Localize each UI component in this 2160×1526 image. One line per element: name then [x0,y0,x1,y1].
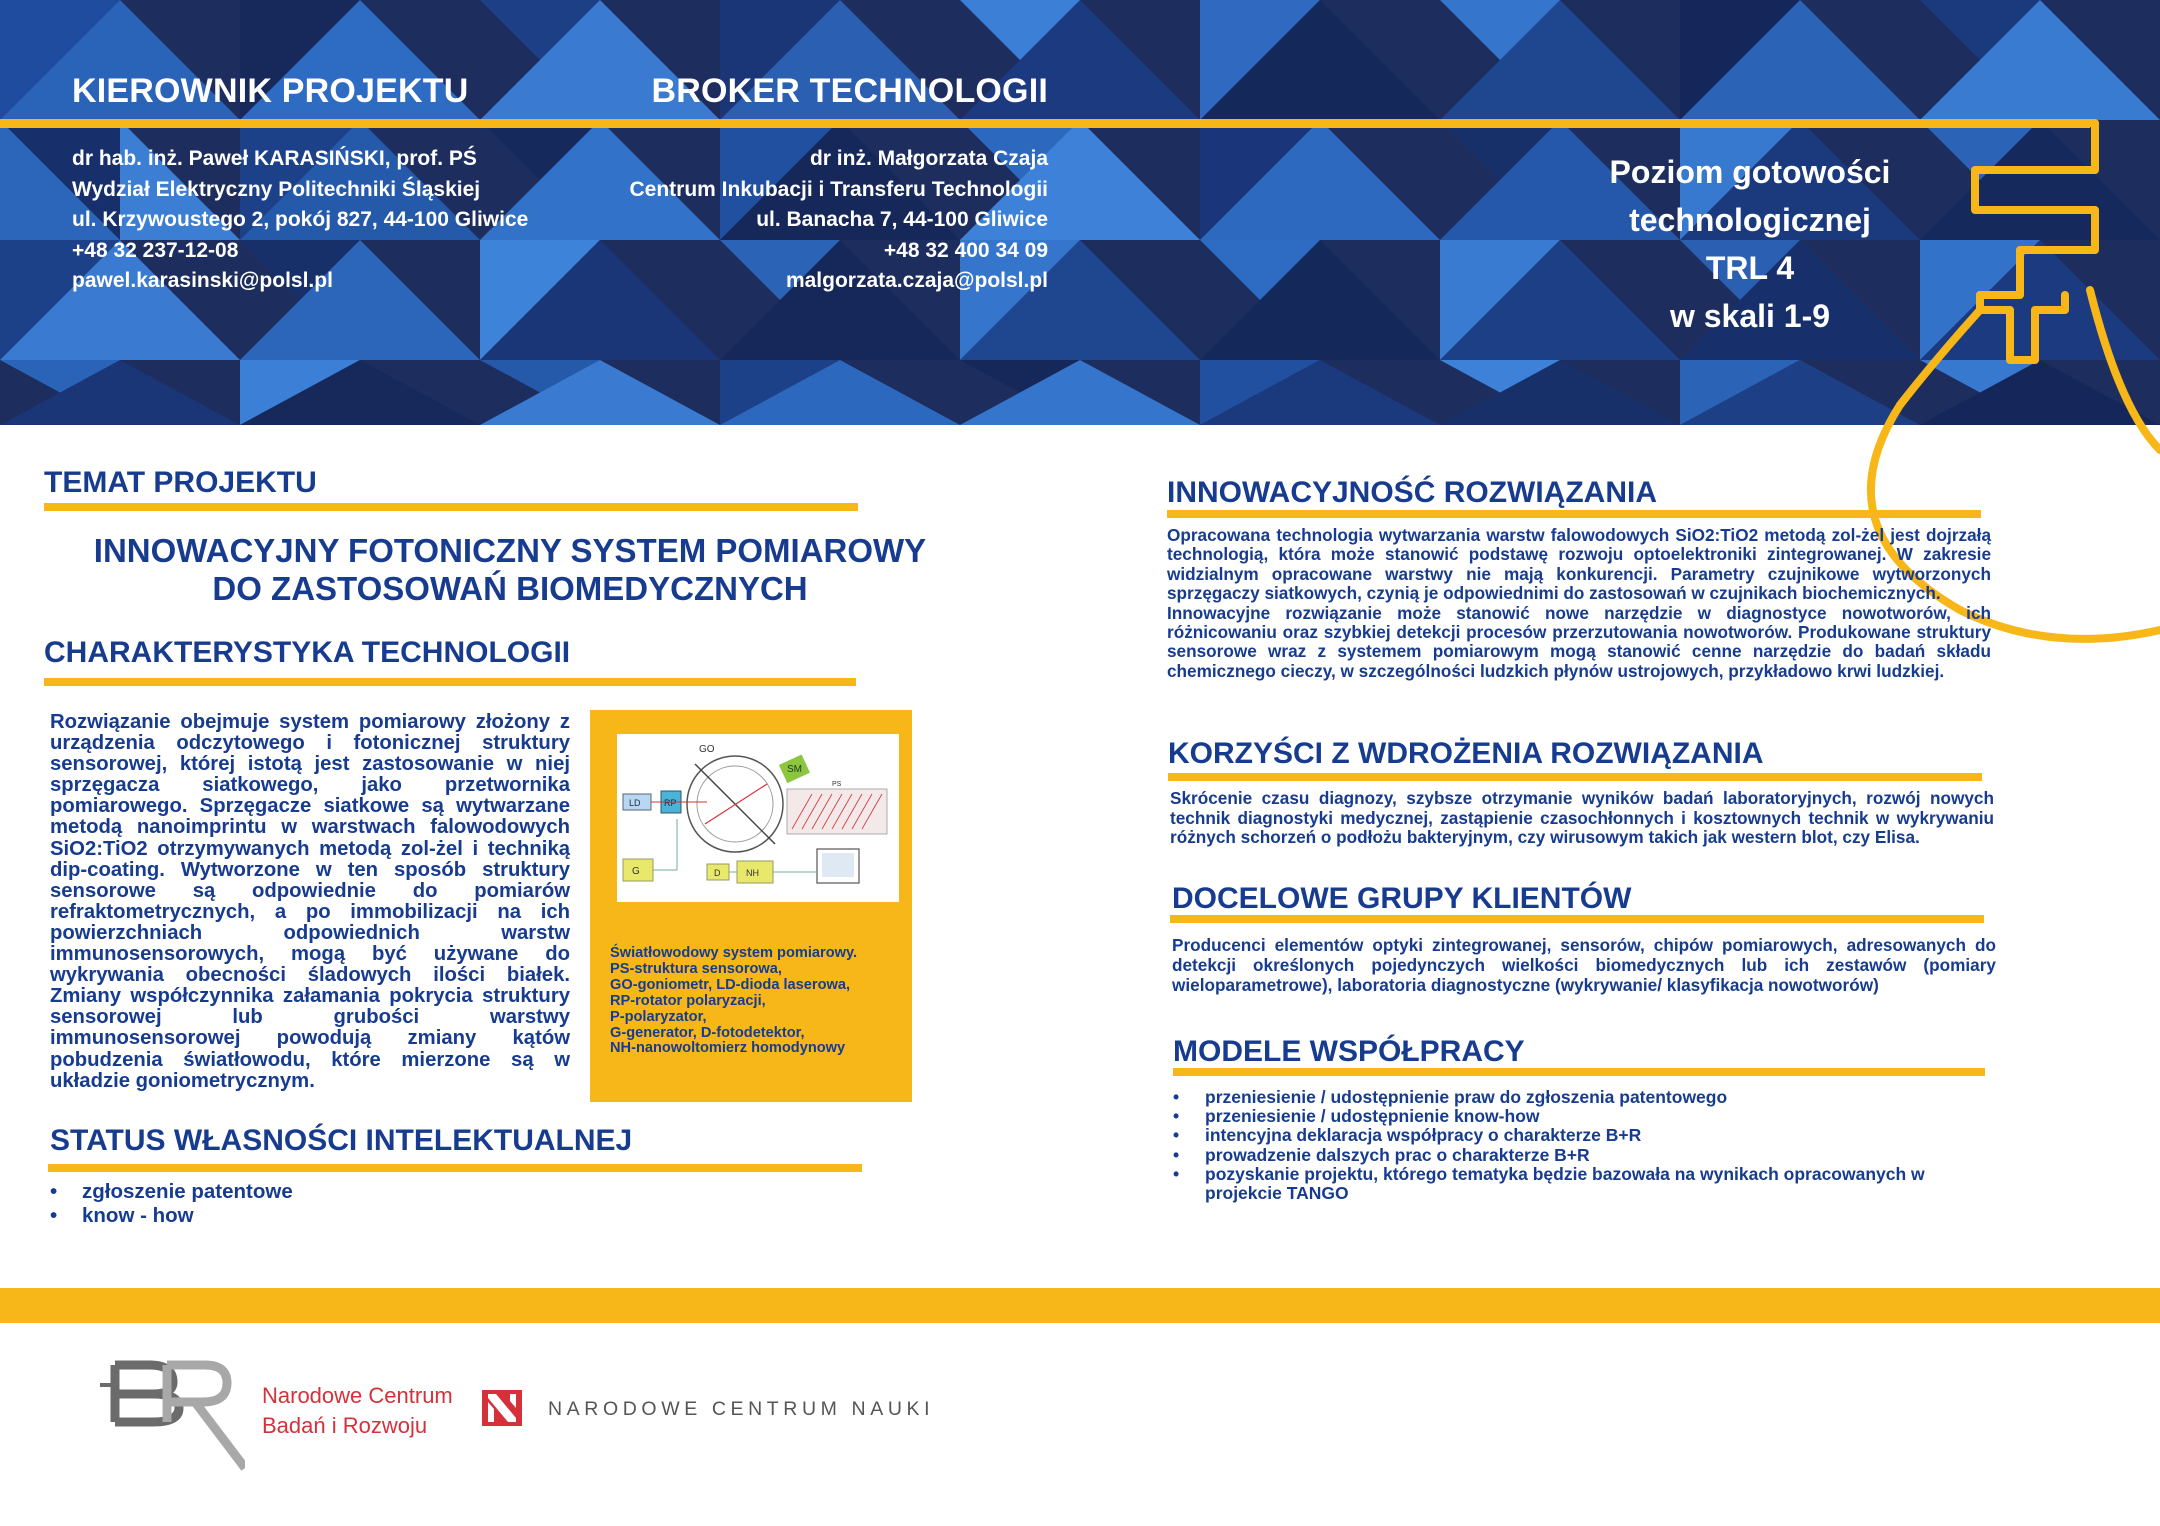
benefits-description [1170,789,1994,848]
broker-name: dr inż. Małgorzata Czaja [809,147,1048,170]
label-ps: PS [832,781,842,788]
topic-heading: TEMAT PROJEKTU [44,466,317,499]
innovation-description [1167,526,1991,681]
figure-panel [590,710,912,1102]
trl-line: technologicznej [1629,202,1871,238]
ip-heading: STATUS WŁASNOŚCI INTELEKTUALNEJ [50,1124,633,1157]
innovation-heading: INNOWACYJNOŚĆ ROZWIĄZANIA [1167,476,1657,509]
ncbr-line: Narodowe Centrum [262,1383,453,1408]
list-item: • pozyskanie projektu, którego tematyka będzie bazowała na wynikach opracowanych w projekcie TANGO [1173,1165,1975,1203]
models-list [1173,1088,1993,1203]
ncbr-logo-icon [95,1350,245,1475]
caption-line: P-polaryzator, [610,1008,707,1025]
trl-line: w skali 1-9 [1669,298,1831,334]
models-heading: MODELE WSPÓŁPRACY [1173,1035,1525,1068]
caption-line: Światłowodowy system pomiarowy. [610,945,858,961]
broker-phone: +48 32 400 34 09 [883,238,1048,262]
ncn-logo-icon [482,1390,522,1426]
divider [1167,510,1981,518]
broker-heading: BROKER TECHNOLOGII [651,72,1048,110]
clients-description [1172,935,1996,995]
ncn-name: NARODOWE CENTRUM NAUKI [548,1398,935,1420]
ncbr-line: Badań i Rozwoju [262,1413,428,1438]
tech-description [50,712,570,1092]
manager-address: ul. Krzywoustego 2, pokój 827, 44-100 Gliwice [72,208,529,231]
clients-heading: DOCELOWE GRUPY KLIENTÓW [1172,882,1632,915]
broker-contact [548,144,1048,297]
clients-paragraph: Producenci elementów optyki zintegrowanej, sensorów, chipów pomiarowych, adresowanych do detekcji określonych pojedynczych wielkości biomedycznych lub ich zestawów (pomiary wieloparametrowe), laboratoria diagnostyczne (wykrywanie/ klasyfikacja nowotworów) [1172,935,1996,995]
manager-phone: +48 32 237-12-08 [72,238,239,262]
caption-line: G-generator, D-fotodetektor, [610,1024,805,1041]
manager-contact [72,144,528,297]
figure-caption [610,946,910,1057]
label-ld: LD [629,798,641,808]
innovation-paragraph: Innowacyjne rozwiązanie może stanowić nowe narzędzie w diagnostyce nowotworów, ich różnicowaniu oraz szybkiej detekcji procesów przerzutowania nowotworów. Produkowane struktury sensorowe wraz z systemem pomiarowym mogą stanowić cenne narzędzie do badań składu chemicznego cieczy, w szczególności ludzkich płynów ustrojowych, przykładowo krwi ludzkiej. [1167,602,1991,681]
benefits-paragraph: Skrócenie czasu diagnozy, szybsze otrzymanie wyników badań laboratoryjnych, rozwój nowych technik diagnostyki medycznej, zastąpienie czasochłonnych i kosztownych technik w wykrywaniu różnych schorzeń o podłożu bakteryjnym, czy wirusowym takich jak western blot, czy Elisa. [1170,788,1994,848]
label-rp: RP [664,798,677,808]
caption-line: NH-nanowoltomierz homodynowy [610,1040,846,1057]
broker-unit: Centrum Inkubacji i Transferu Technologii [629,177,1048,201]
ip-list [50,1180,650,1228]
innovation-paragraph: Opracowana technologia wytwarzania warstw falowodowych SiO2:TiO2 metodą zol-żel jest dojrzałą technologią, która może stanowić podstawę rozwoju optoelektroniki zintegrowanej. W zakresie widzialnym opracowane warstwy nie mają konkurencji. Parametry czujnikowe wytworzonych sprzęgaczy siatkowych, czynią je odpowiednimi do zastosowań w czujnikach biochemicznych. [1167,525,1991,604]
divider [44,503,858,511]
label-nh: NH [746,868,759,878]
label-go: GO [699,744,715,755]
divider [1170,915,1984,923]
diagram-svg [617,734,899,902]
label-d: D [714,868,721,878]
manager-name: dr hab. inż. Paweł KARASIŃSKI, prof. PŚ [72,147,477,170]
manager-heading: KIEROWNIK PROJEKTU [72,72,469,110]
project-title-line: DO ZASTOSOWAŃ BIOMEDYCZNYCH [212,570,808,607]
manager-email[interactable]: pawel.karasinski@polsl.pl [72,269,333,292]
broker-address: ul. Banacha 7, 44-100 Gliwice [756,208,1048,231]
list-item: • intencyjna deklaracja współpracy o charakterze B+R [1173,1126,1993,1145]
trl-line: Poziom gotowości [1609,154,1891,190]
divider [1173,1068,1985,1076]
project-title [70,532,950,608]
caption-line: GO-goniometr, LD-dioda laserowa, [610,976,851,993]
label-g: G [632,866,640,877]
tech-heading: CHARAKTERYSTYKA TECHNOLOGII [44,636,571,669]
caption-line: PS-struktura sensorowa, [610,960,782,977]
list-item: • przeniesienie / udostępnienie know-how [1173,1107,1993,1126]
divider [44,678,856,686]
broker-email[interactable]: malgorzata.czaja@polsl.pl [785,269,1048,292]
divider [48,1164,862,1172]
label-sm: SM [787,764,802,775]
ncbr-name [262,1381,453,1441]
project-title-line: INNOWACYJNY FOTONICZNY SYSTEM POMIAROWY [93,532,927,569]
list-item: • przeniesienie / udostępnienie praw do zgłoszenia patentowego [1173,1088,1993,1107]
divider [1168,773,1982,781]
benefits-heading: KORZYŚCI Z WDROŻENIA ROZWIĄZANIA [1168,737,1764,770]
footer-band [0,1288,2160,1323]
list-item: • know - how [50,1204,650,1228]
measurement-system-diagram [617,734,899,902]
trl-line: TRL 4 [1705,250,1795,286]
caption-line: RP-rotator polaryzacji, [610,992,766,1009]
manager-department: Wydział Elektryczny Politechniki Śląskiej [72,177,481,201]
list-item: • zgłoszenie patentowe [50,1180,650,1204]
list-item: • prowadzenie dalszych prac o charakterze B+R [1173,1146,1993,1165]
tech-paragraph: Rozwiązanie obejmuje system pomiarowy złożony z urządzenia odczytowego i fotonicznej struktury sensorowej, której istotą jest zastosowanie w niej sprzęgacza siatkowego, jako przetwornika pomiarowego. Sprzęgacze siatkowe są wytwarzane metodą nanoimprintu w warstwach falowodowych SiO2:TiO2 otrzymywanych metodą zol-żel i techniką dip-coating. Wytworzone w ten sposób struktury sensorowe są odpowiednie do pomiarów refraktometrycznych, a po immobilizacji na ich powierzchniach odpowiednich warstw immunosensorowych, mogą być używane do wykrywania obecności śladowych ilości białek. Zmiany współczynnika załamania pokrycia struktury sensorowej lub grubości warstwy immunosensorowej powodują zmiany kątów pobudzenia światłowodu, które mierzone są w układzie goniometrycznym. [50,711,570,1092]
